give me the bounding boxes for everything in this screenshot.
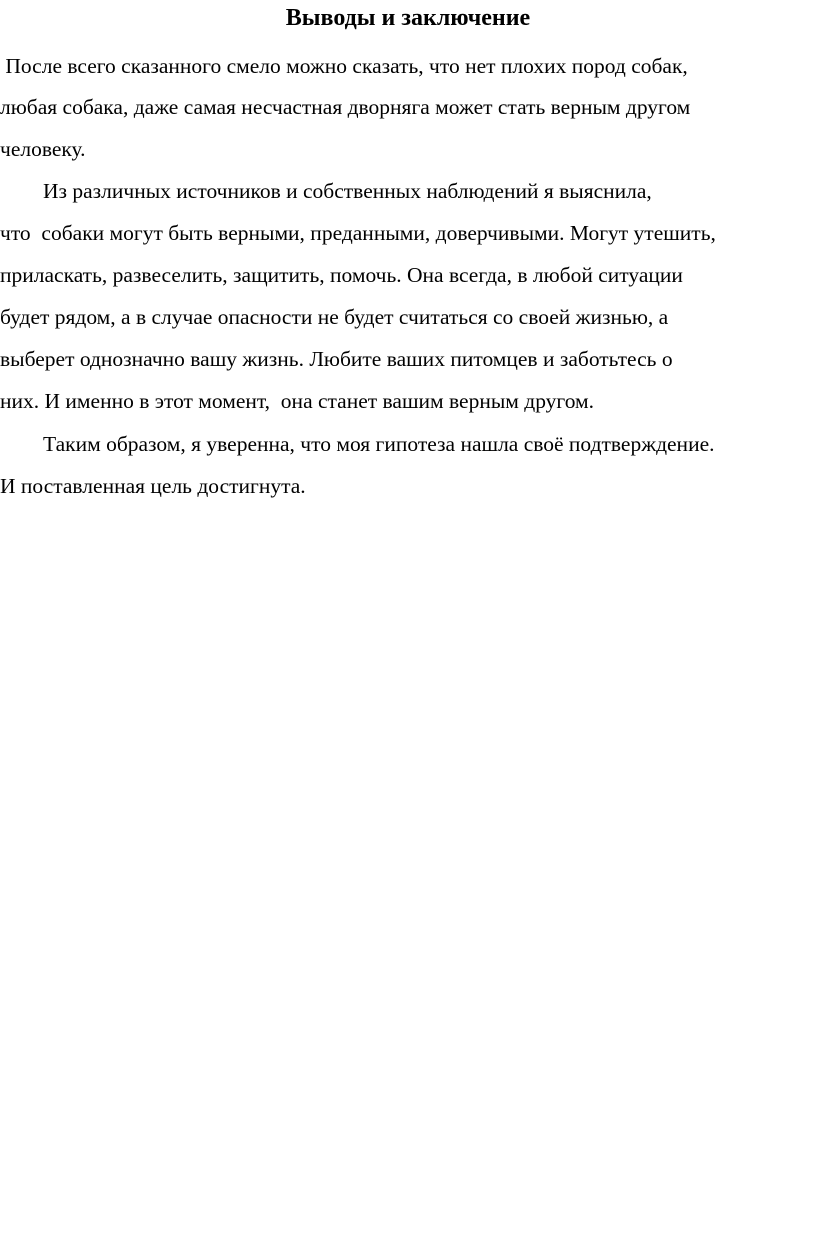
text-line-5: что собаки могут быть верными, преданными, доверчивыми. Могут утешить, xyxy=(0,221,716,245)
text-line-1: После всего сказанного смело можно сказать, что нет плохих пород собак, xyxy=(0,54,688,78)
text-line-4: Из различных источников и собственных наблюдений я выяснила, xyxy=(43,179,652,203)
text-line-3: человеку. xyxy=(0,137,86,161)
text-line-2: любая собака, даже самая несчастная дворняга может стать верным другом xyxy=(0,95,691,119)
text-line-8: выберет однозначно вашу жизнь. Любите ваших питомцев и заботьтесь о xyxy=(0,347,673,371)
text-line-9: них. И именно в этот момент, она станет вашим верным другом. xyxy=(0,389,595,413)
text-line-10: Таким образом, я уверенна, что моя гипотеза нашла своё подтверждение. xyxy=(43,432,715,456)
text-line-7: будет рядом, а в случае опасности не будет считаться со своей жизнью, а xyxy=(0,305,669,329)
document-title: Выводы и заключение xyxy=(285,5,531,31)
text-line-11: И поставленная цель достигнута. xyxy=(0,474,306,498)
text-line-6: приласкать, развеселить, защитить, помочь. Она всегда, в любой ситуации xyxy=(0,263,683,287)
